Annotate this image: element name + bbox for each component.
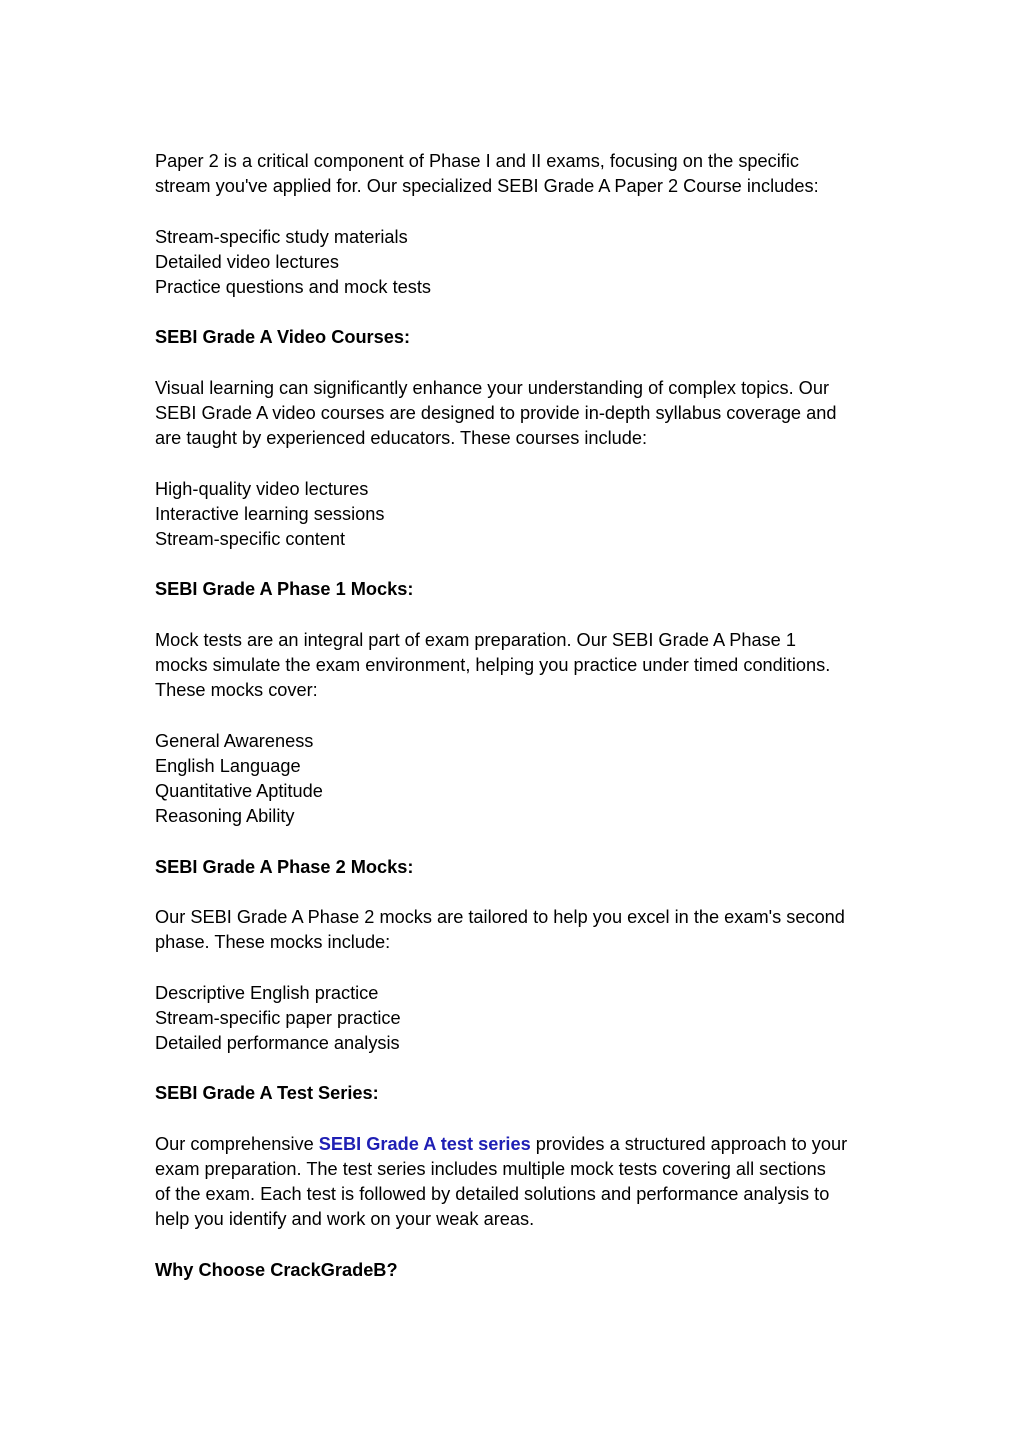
- test-series-prefix: Our comprehensive: [155, 1133, 319, 1154]
- why-choose-heading: Why Choose CrackGradeB?: [155, 1259, 398, 1280]
- paragraph-line: Mock tests are an integral part of exam preparation. Our SEBI Grade A Phase 1: [155, 629, 796, 650]
- list-item: General Awareness: [155, 730, 314, 751]
- test-series-heading: SEBI Grade A Test Series:: [155, 1083, 379, 1104]
- video-courses-list: [155, 477, 885, 553]
- phase2-mocks-heading: SEBI Grade A Phase 2 Mocks:: [155, 856, 414, 877]
- intro-paragraph: [155, 149, 885, 199]
- phase2-mocks-paragraph: [155, 905, 885, 955]
- paragraph-line: phase. These mocks include:: [155, 932, 391, 953]
- list-item: Quantitative Aptitude: [155, 780, 323, 801]
- paragraph-line: help you identify and work on your weak areas.: [155, 1209, 535, 1230]
- list-item: Stream-specific study materials: [155, 226, 408, 247]
- list-item: High-quality video lectures: [155, 478, 369, 499]
- paragraph-line: Our SEBI Grade A Phase 2 mocks are tailored to help you excel in the exam's second: [155, 906, 845, 927]
- paragraph-line: SEBI Grade A video courses are designed to provide in-depth syllabus coverage and: [155, 402, 837, 423]
- paper2-list: [155, 225, 885, 301]
- list-item: English Language: [155, 755, 301, 776]
- phase1-mocks-paragraph: [155, 628, 885, 704]
- paragraph-line: These mocks cover:: [155, 680, 318, 701]
- paragraph-line: Visual learning can significantly enhance your understanding of complex topics. Our: [155, 377, 830, 398]
- paragraph-line: are taught by experienced educators. These courses include:: [155, 428, 648, 449]
- phase1-mocks-list: [155, 729, 885, 830]
- list-item: Practice questions and mock tests: [155, 277, 431, 297]
- paragraph-line: mocks simulate the exam environment, helping you practice under timed conditions.: [155, 654, 831, 675]
- paragraph-line: of the exam. Each test is followed by detailed solutions and performance analysis to: [155, 1184, 830, 1205]
- list-item: Descriptive English practice: [155, 982, 379, 1003]
- list-item: Stream-specific content: [155, 528, 346, 549]
- list-item: Interactive learning sessions: [155, 503, 385, 524]
- video-courses-paragraph: [155, 376, 885, 452]
- paragraph-line: [155, 1132, 885, 1157]
- list-item: Stream-specific paper practice: [155, 1007, 401, 1028]
- paragraph-line: exam preparation. The test series includes multiple mock tests covering all sections: [155, 1158, 826, 1179]
- test-series-paragraph: [155, 1132, 885, 1233]
- phase2-mocks-list: [155, 981, 885, 1057]
- video-courses-heading: SEBI Grade A Video Courses:: [155, 327, 411, 348]
- test-series-link[interactable]: SEBI Grade A test series: [318, 1133, 531, 1154]
- phase1-mocks-heading: SEBI Grade A Phase 1 Mocks:: [155, 579, 414, 600]
- intro-line: Paper 2 is a critical component of Phase I and II exams, focusing on the specific: [155, 151, 799, 171]
- document-page: [155, 149, 885, 1283]
- test-series-suffix: provides a structured approach to your: [530, 1133, 848, 1154]
- list-item: Detailed performance analysis: [155, 1032, 400, 1053]
- list-item: Reasoning Ability: [155, 806, 295, 827]
- intro-line: stream you've applied for. Our specialized SEBI Grade A Paper 2 Course includes:: [155, 176, 819, 197]
- list-item: Detailed video lectures: [155, 251, 339, 272]
